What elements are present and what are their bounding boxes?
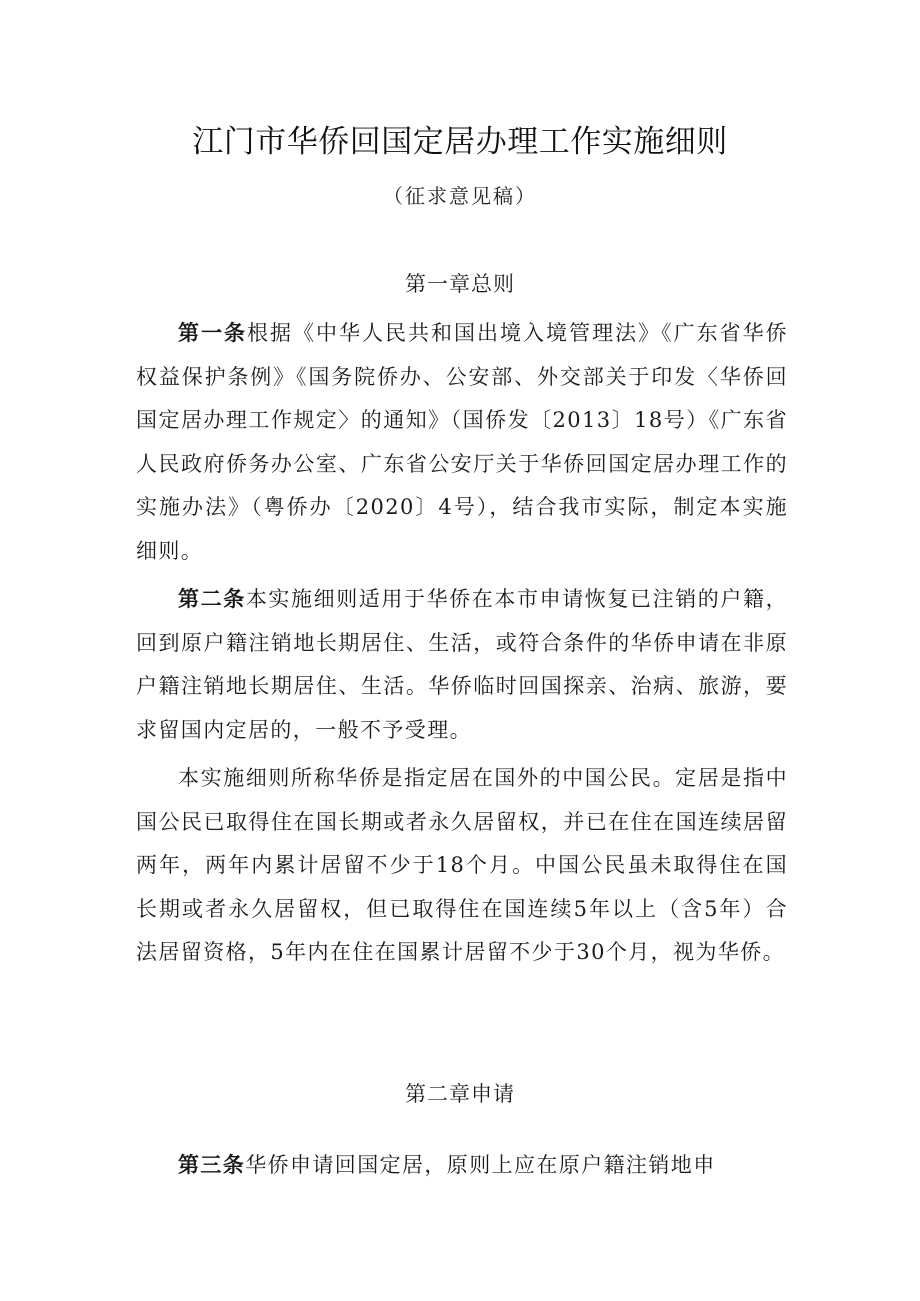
article-label: 第二条 xyxy=(178,586,246,611)
article-text: 根据《中华人民共和国出境入境管理法》《广东省华侨权益保护条例》《国务院侨办、公安部、外交部关于印发〈华侨回国定居办理工作规定〉的通知》（国侨发〔2013〕18号）《广东省人民政府侨务办公室、广东省公安厅关于华侨回国定居办理工作的实施办法》（粤侨办〔2020〕4号），结合我市实际，制定本实施细则。 xyxy=(136,321,788,563)
paragraph-text: 本实施细则所称华侨是指定居在国外的中国公民。定居是指中国公民已取得住在国长期或者永久居留权，并已在住在国连续居留两年，两年内累计居留不少于18个月。中国公民虽未取得住在国长期或者永久居留权，但已取得住在国连续5年以上（含5年）合法居留资格，5年内在住在国累计居留不少于30个月，视为华侨。 xyxy=(136,766,788,964)
article-paragraph xyxy=(136,311,788,573)
article-paragraph xyxy=(136,1143,788,1188)
body-paragraph xyxy=(136,757,788,975)
chapter-heading: 第一章总则 xyxy=(405,272,515,296)
article-text: 华侨申请回国定居，原则上应在原户籍注销地申 xyxy=(245,1153,716,1177)
article-label: 第三条 xyxy=(178,1152,246,1177)
chapter-heading: 第二章申请 xyxy=(405,1082,515,1106)
article-label: 第一条 xyxy=(178,320,248,345)
document-title: 江门市华侨回国定居办理工作实施细则 xyxy=(192,124,728,160)
article-paragraph xyxy=(136,577,788,752)
document-subtitle: （征求意见稿） xyxy=(383,184,537,208)
article-text: 本实施细则适用于华侨在本市申请恢复已注销的户籍，回到原户籍注销地长期居住、生活，或符合条件的华侨申请在非原户籍注销地长期居住、生活。华侨临时回国探亲、治病、旅游，要求留国内定居的，一般不予受理。 xyxy=(136,587,788,742)
